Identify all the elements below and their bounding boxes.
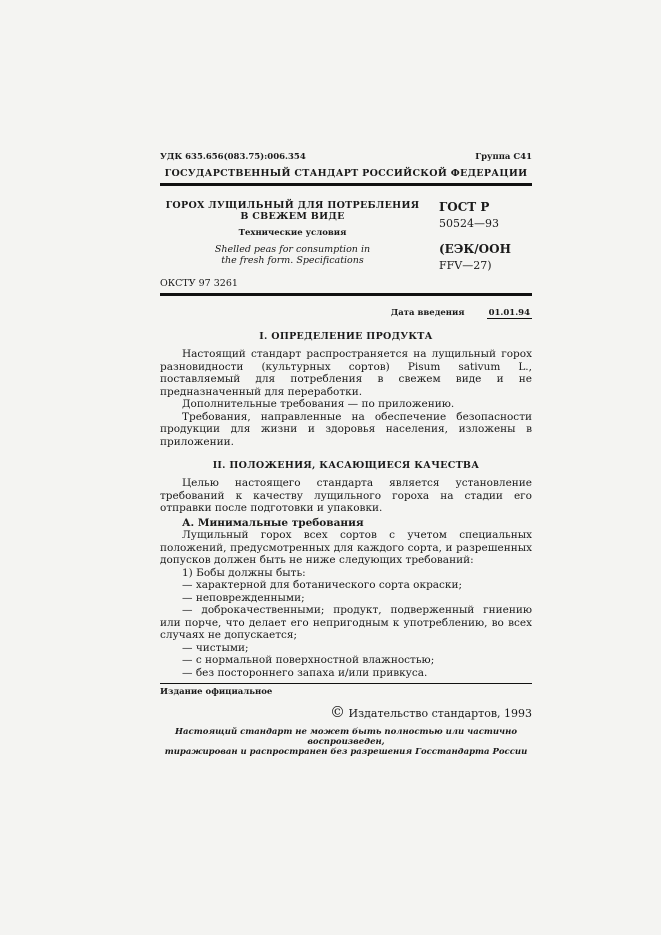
- intro-date: [160, 308, 532, 319]
- copyright-icon: ©: [330, 703, 346, 721]
- section1-heading: I. ОПРЕДЕЛЕНИЕ ПРОДУКТА: [259, 331, 433, 342]
- udk-code: УДК 635.656(083.75):006.354: [160, 152, 306, 162]
- section2-paragraph-2: Лущильный горох всех сортов с учетом специальных положений, предусмотренных для каждого сорта, и разрешенных допусков должен быть не ниже следующих требований:: [160, 529, 532, 566]
- copyright-text: Издательство стандартов, 1993: [348, 707, 532, 720]
- requirement-item: — без постороннего запаха и/или привкуса.: [182, 666, 428, 679]
- notice-line-1: Настоящий стандарт не может быть полностью или частично воспроизведен,: [174, 727, 517, 747]
- requirement-item: — чистыми;: [182, 641, 249, 654]
- requirement-item: — характерной для ботанического сорта окраски;: [182, 579, 463, 591]
- title-ru-line-1: ГОРОХ ЛУЩИЛЬНЫЙ ДЛЯ ПОТРЕБЛЕНИЯ: [165, 200, 420, 211]
- section2-paragraph-1: Целью настоящего стандарта является установление требований к качеству лущильного гороха на стадии его отправки после подготовки и упаковки.: [160, 477, 532, 514]
- header-row: [160, 152, 532, 162]
- title-ru-line-2: В СВЕЖЕМ ВИДЕ: [240, 211, 345, 222]
- ece-line-2: FFV—27): [439, 259, 492, 272]
- intro-date-value: 01.01.94: [488, 308, 530, 318]
- requirement-item: — доброкачественными; продукт, подверженный гниению или порче, что делает его непригодным к употреблению, во всех случаях не допускается;: [160, 604, 532, 641]
- document-page: [160, 152, 532, 757]
- copyright-line: [160, 703, 532, 721]
- intro-date-label: Дата введения: [390, 308, 465, 318]
- title-rule: [160, 293, 532, 296]
- title-en-line-2: the fresh form. Specifications: [221, 255, 364, 266]
- ece-line-1: (ЕЭК/ООН: [439, 242, 511, 256]
- okstu-code: ОКСТУ 97 3261: [160, 278, 238, 289]
- group-code: Группа С41: [475, 152, 532, 162]
- standard-title: ГОСУДАРСТВЕННЫЙ СТАНДАРТ РОССИЙСКОЙ ФЕДЕРАЦИИ: [164, 168, 528, 179]
- section1-paragraph-3: Требования, направленные на обеспечение безопасности продукции для жизни и здоровья населения, изложены в приложении.: [160, 410, 532, 448]
- section1-paragraph-1: Настоящий стандарт распространяется на лущильный горох разновидности (культурных сортов) Pisum sativum L., поставляемый для потребления в свежем виде и не предназначенный для переработки.: [160, 348, 532, 398]
- requirement-item: — неповрежденными;: [182, 591, 305, 604]
- footer-rule: [160, 683, 532, 684]
- edition-label: Издание официальное: [160, 687, 273, 697]
- notice-line-2: тиражирован и распространен без разрешения Госстандарта России: [164, 747, 528, 757]
- title-right: [425, 200, 532, 272]
- gost-number: 50524—93: [439, 217, 499, 230]
- requirement-item: 1) Бобы должны быть:: [182, 566, 306, 579]
- section2-heading: II. ПОЛОЖЕНИЯ, КАСАЮЩИЕСЯ КАЧЕСТВА: [212, 460, 480, 471]
- section1-paragraph-2: Дополнительные требования — по приложению.: [182, 398, 455, 410]
- gost-label: ГОСТ Р: [439, 200, 490, 214]
- title-en-line-1: Shelled peas for consumption in: [214, 244, 371, 255]
- header-rule: [160, 183, 532, 186]
- title-subtitle: Технические условия: [238, 228, 347, 238]
- requirement-item: — с нормальной поверхностной влажностью;: [182, 654, 435, 666]
- title-block: [160, 200, 532, 272]
- section2-subheading: А. Минимальные требования: [182, 516, 364, 529]
- title-left: [160, 200, 425, 272]
